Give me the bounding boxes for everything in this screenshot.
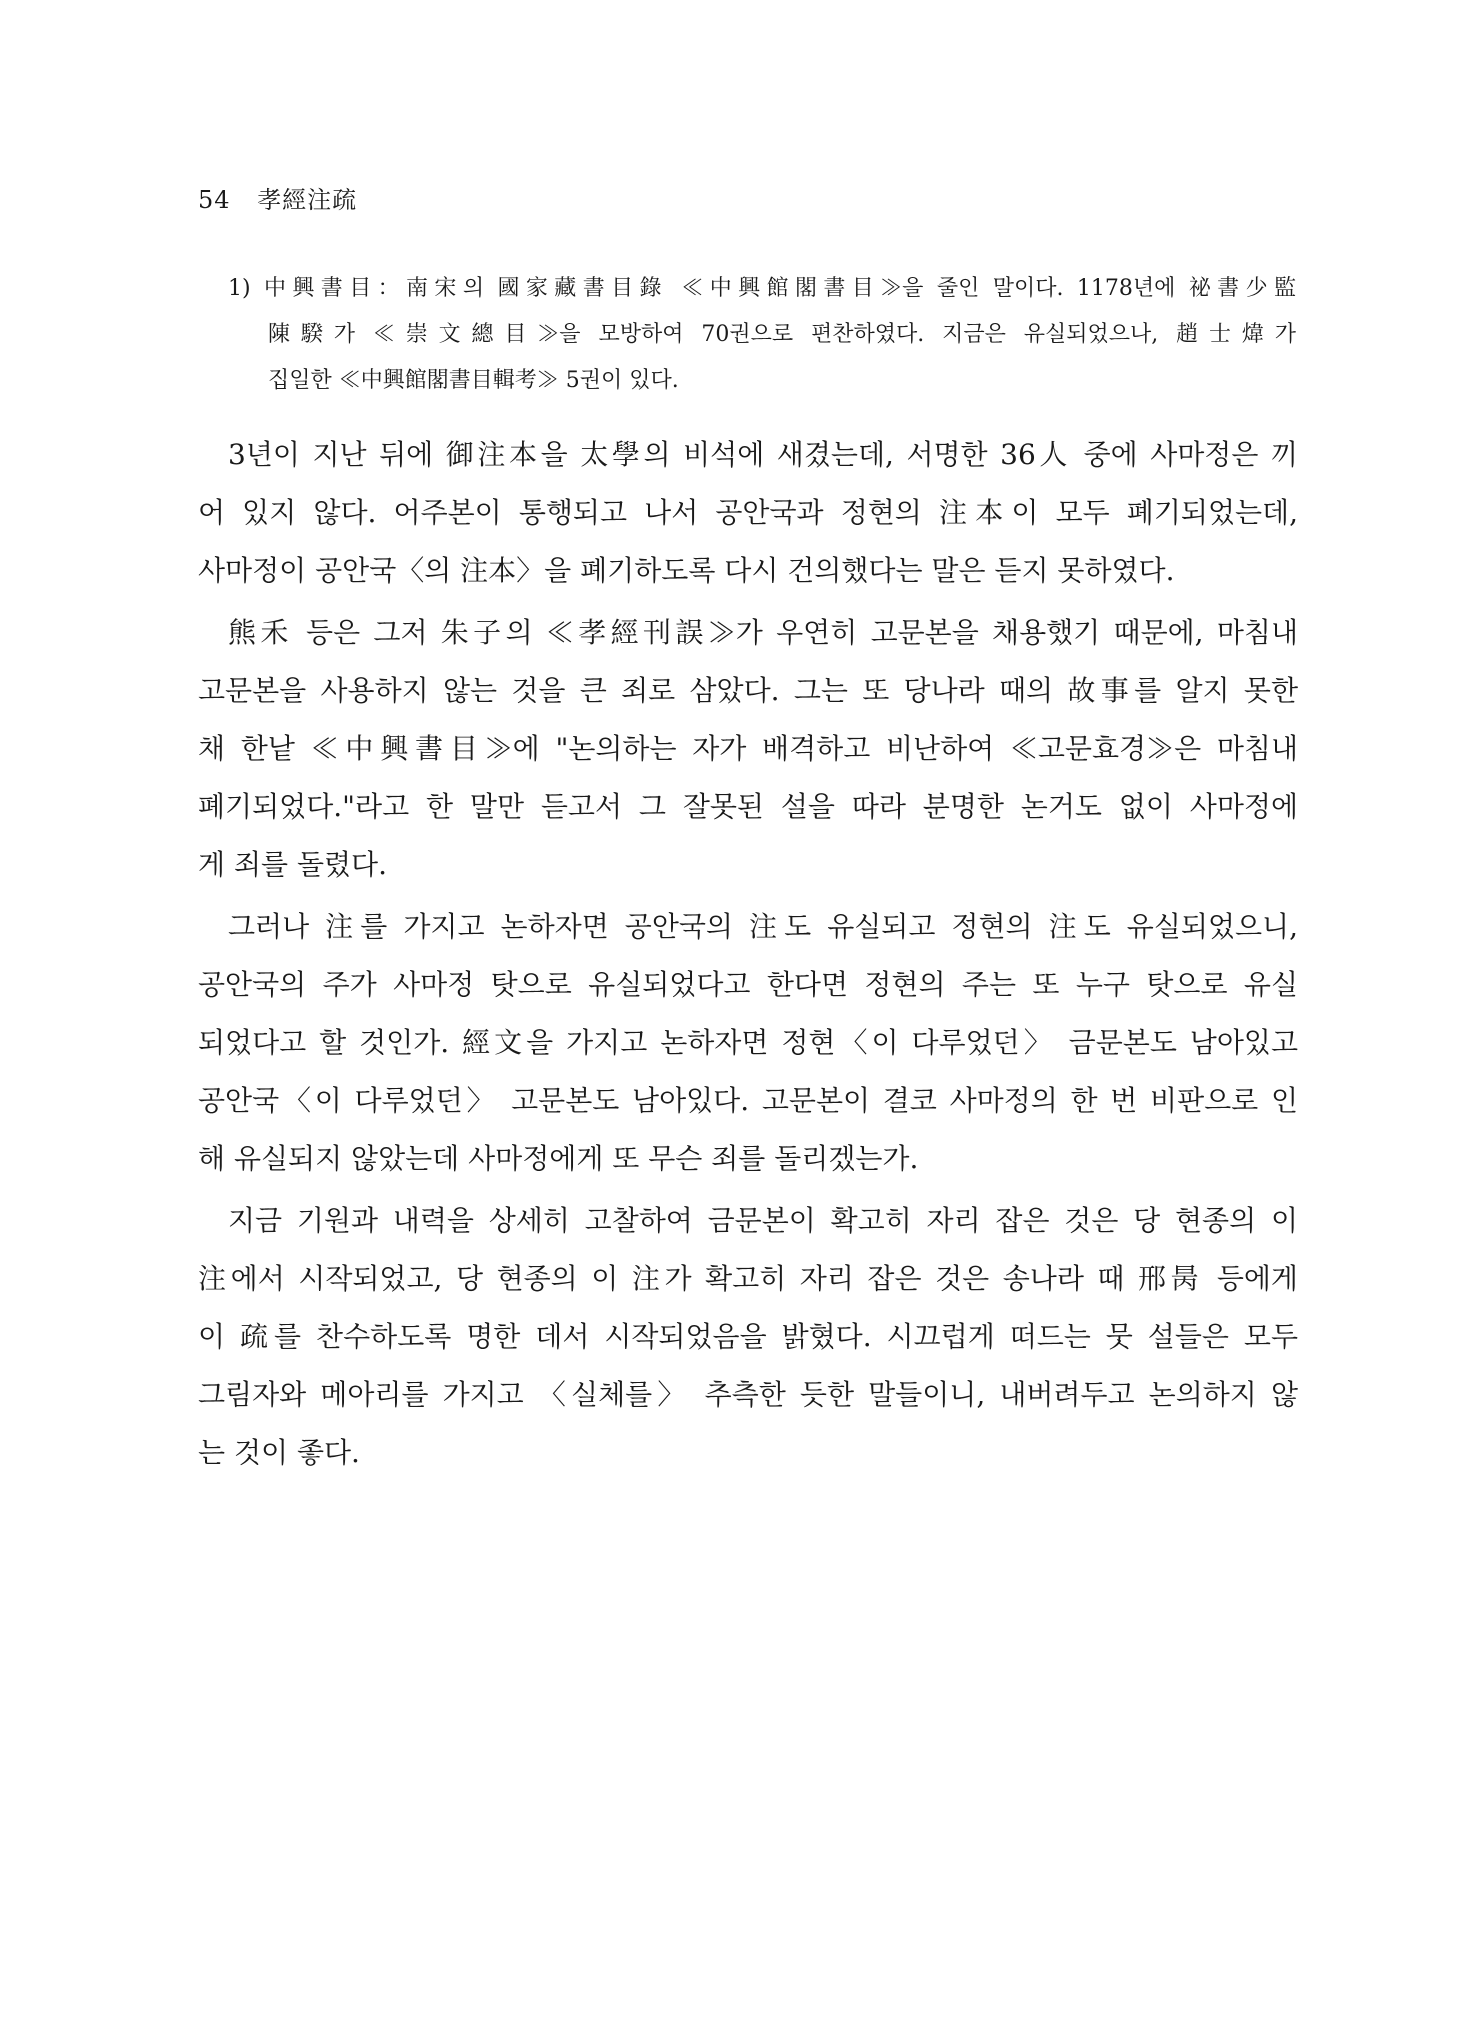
text-line: 지금 기원과 내력을 상세히 고찰하여 금문본이 확고히 자리 잡은 것은 당 현종의 이 xyxy=(228,1204,1298,1237)
paragraph xyxy=(198,1192,1298,1482)
text-line: 이 疏를 찬수하도록 명한 데서 시작되었음을 밝혔다. 시끄럽게 떠드는 뭇 설들은 모두 xyxy=(198,1320,1298,1353)
text-line: 되었다고 할 것인가. 經文을 가지고 논하자면 정현〈이 다루었던〉 금문본도 남아있고 xyxy=(198,1026,1298,1059)
running-header xyxy=(198,180,357,215)
text-line: 어 있지 않다. 어주본이 통행되고 나서 공안국과 정현의 注本이 모두 폐기되었는데, xyxy=(198,496,1298,529)
paragraph xyxy=(198,604,1298,894)
text-line: 공안국〈이 다루었던〉 고문본도 남아있다. 고문본이 결코 사마정의 한 번 비판으로 인 xyxy=(198,1084,1298,1117)
paragraph xyxy=(198,898,1298,1188)
paragraph xyxy=(198,426,1298,600)
text-line: 폐기되었다."라고 한 말만 듣고서 그 잘못된 설을 따라 분명한 논거도 없이 사마정에 xyxy=(198,790,1298,823)
footnote xyxy=(228,266,1296,404)
text-line: 그러나 注를 가지고 논하자면 공안국의 注도 유실되고 정현의 注도 유실되었으니, xyxy=(228,910,1298,943)
text-line: 공안국의 주가 사마정 탓으로 유실되었다고 한다면 정현의 주는 또 누구 탓으로 유실 xyxy=(198,968,1298,1001)
text-line: 사마정이 공안국〈의 注本〉을 폐기하도록 다시 건의했다는 말은 듣지 못하였다. xyxy=(198,554,1175,587)
footnote-line: 집일한 ≪中興館閣書目輯考≫ 5권이 있다. xyxy=(268,368,679,393)
text-line: 고문본을 사용하지 않는 것을 큰 죄로 삼았다. 그는 또 당나라 때의 故事를 알지 못한 xyxy=(198,674,1298,707)
footnote-line: 1) 中興書目：南宋의 國家藏書目錄 ≪中興館閣書目≫을 줄인 말이다. 1178년에 祕書少監 xyxy=(228,276,1296,301)
text-line: 는 것이 좋다. xyxy=(198,1436,360,1469)
text-line: 게 죄를 돌렸다. xyxy=(198,848,387,881)
text-line: 注에서 시작되었고, 당 현종의 이 注가 확고히 자리 잡은 것은 송나라 때 邢昺 등에게 xyxy=(198,1262,1298,1295)
text-line: 그림자와 메아리를 가지고 〈실체를〉 추측한 듯한 말들이니, 내버려두고 논의하지 않 xyxy=(198,1378,1298,1411)
book-title: 孝經注疏 xyxy=(257,186,358,214)
page-number: 54 xyxy=(198,186,231,214)
text-line: 채 한낱 ≪中興書目≫에 "논의하는 자가 배격하고 비난하여 ≪고문효경≫은 마침내 xyxy=(198,732,1298,765)
body-text xyxy=(198,426,1298,1486)
text-line: 3년이 지난 뒤에 御注本을 太學의 비석에 새겼는데, 서명한 36人 중에 사마정은 끼 xyxy=(228,438,1298,471)
text-line: 熊禾 등은 그저 朱子의 ≪孝經刊誤≫가 우연히 고문본을 채용했기 때문에, 마침내 xyxy=(228,616,1298,649)
text-line: 해 유실되지 않았는데 사마정에게 또 무슨 죄를 돌리겠는가. xyxy=(198,1142,919,1175)
footnote-line: 陳騤가 ≪崇文總目≫을 모방하여 70권으로 편찬하였다. 지금은 유실되었으나, 趙士煒가 xyxy=(268,322,1296,347)
